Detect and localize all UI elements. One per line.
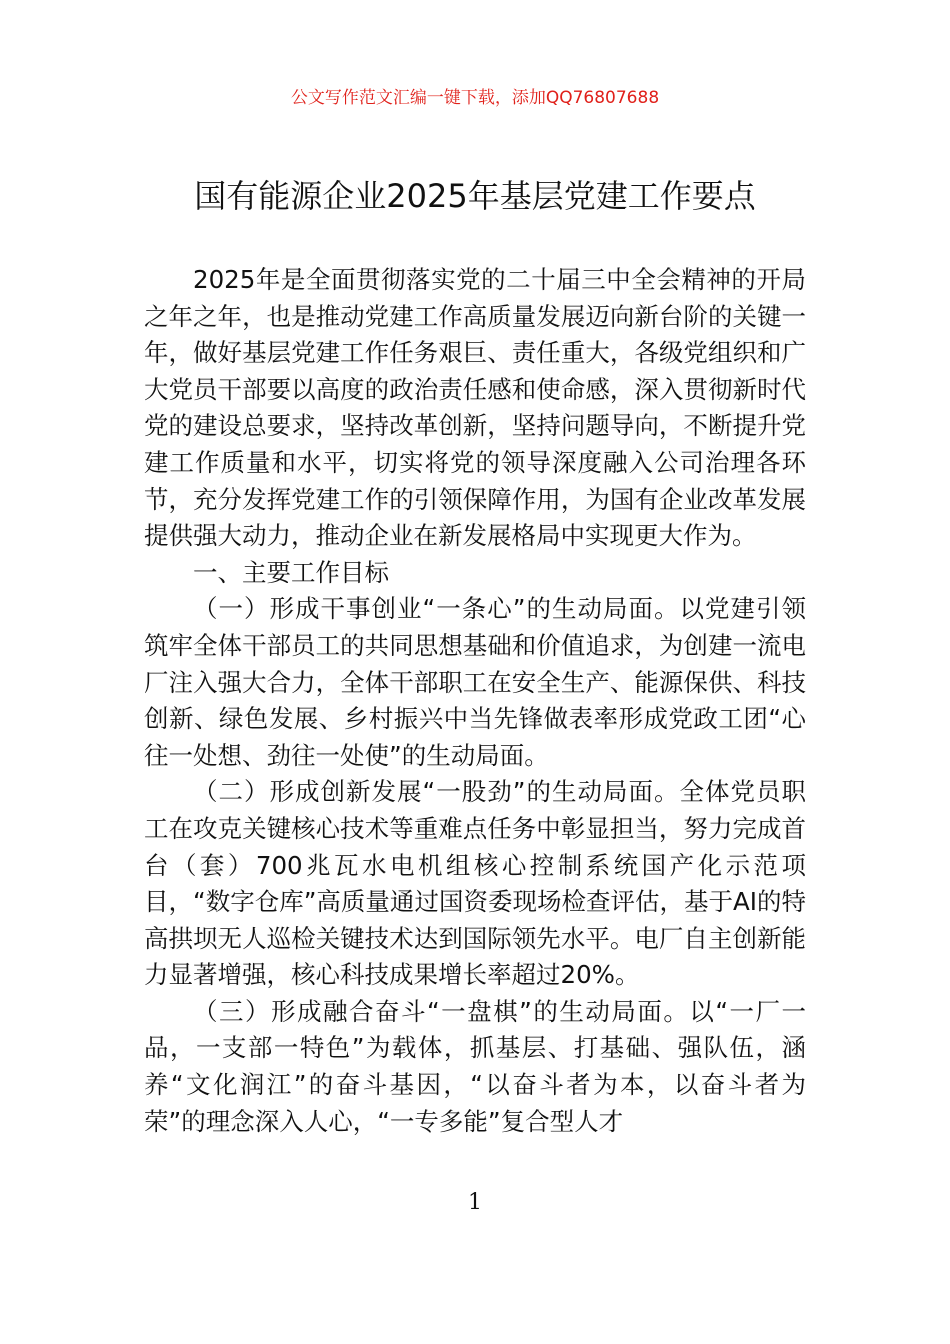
paragraph-intro: 2025年是全面贯彻落实党的二十届三中全会精神的开局之年之年，也是推动党建工作高质量发展迈向新台阶的关键一年，做好基层党建工作任务艰巨、责任重大，各级党组织和广大党员干部要以高度的政治责任感和使命感，深入贯彻新时代党的建设总要求，坚持改革创新，坚持问题导向，不断提升党建工作质量和水平，切实将党的领导深度融入公司治理各环节，充分发挥党建工作的引领保障作用，为国有企业改革发展提供强大动力，推动企业在新发展格局中实现更大作为。 xyxy=(144,265,806,551)
paragraph-goal-2: （二）形成创新发展“一股劲”的生动局面。全体党员职工在攻克关键核心技术等重难点任务中彰显担当，努力完成首台（套）700兆瓦水电机组核心控制系统国产化示范项目，“数字仓库”高质量通过国资委现场检查评估，基于AI的特高拱坝无人巡检关键技术达到国际领先水平。电厂自主创新能力显著增强，核心科技成果增长率超过20%。 xyxy=(144,777,806,990)
paragraph-goal-1: （一）形成干事创业“一条心”的生动局面。以党建引领筑牢全体干部员工的共同思想基础和价值追求，为创建一流电厂注入强大合力，全体干部职工在安全生产、能源保供、科技创新、绿色发展、乡村振兴中当先锋做表率形成党政工团“心往一处想、劲往一处使”的生动局面。 xyxy=(144,594,806,770)
page-number: 1 xyxy=(468,1190,482,1215)
paragraph-goal-3: （三）形成融合奋斗“一盘棋”的生动局面。以“一厂一品，一支部一特色”为载体，抓基层、打基础、强队伍，涵养“文化润江”的奋斗基因，“以奋斗者为本，以奋斗者为荣”的理念深入人心，“一专多能”复合型人才 xyxy=(144,996,806,1136)
document-title: 国有能源企业2025年基层党建工作要点 xyxy=(194,177,756,215)
section-heading: 一、主要工作目标 xyxy=(193,557,389,587)
header-note: 公文写作范文汇编一键下载，添加QQ76807688 xyxy=(290,88,660,108)
document-body xyxy=(144,262,806,1140)
